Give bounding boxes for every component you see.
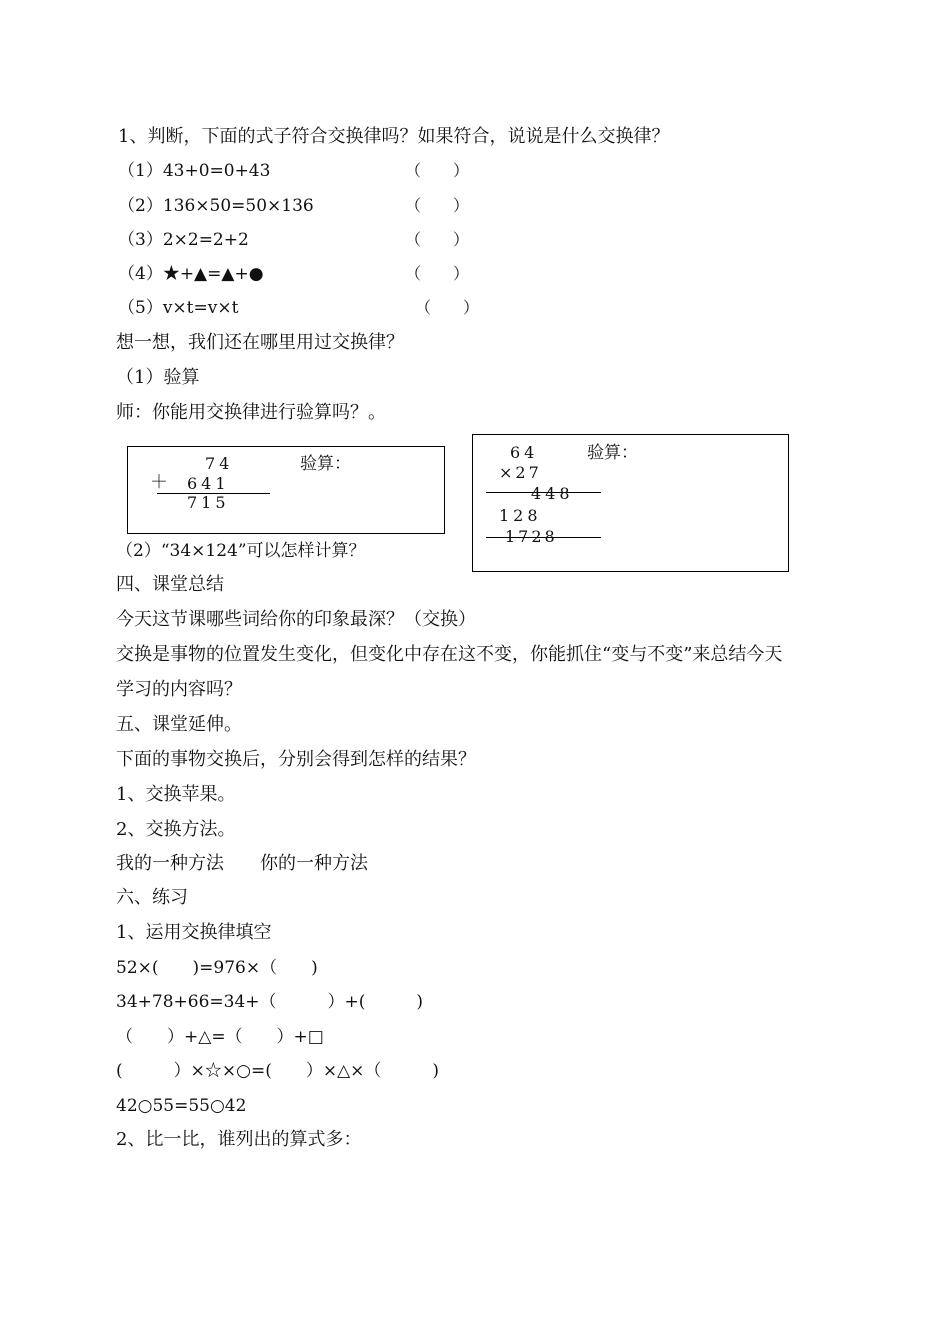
partial-product-1: 448 <box>531 484 574 503</box>
think-line: 想一想，我们还在哪里用过交换律？ <box>116 332 404 353</box>
summary-paragraph-line-2: 学习的内容吗？ <box>116 679 242 700</box>
multiplier: ×27 <box>499 463 542 482</box>
q1-answer-5[interactable]: （ ） <box>415 298 480 317</box>
extension-question: 下面的事物交换后，分别会得到怎样的结果？ <box>116 749 476 770</box>
summary-question: 今天这节课哪些词给你的印象最深？（交换） <box>116 609 476 630</box>
exercise-2-title: 2、比一比，谁列出的算式多： <box>116 1129 362 1150</box>
q1-item-1: （1）43+0=0+43 <box>118 161 271 181</box>
q1-answer-2[interactable]: （ ） <box>405 196 470 215</box>
q1-item-3: （3）2×2=2+2 <box>118 230 249 250</box>
q1-answer-4[interactable]: （ ） <box>405 264 470 283</box>
extension-methods: 我的一种方法 你的一种方法 <box>116 853 368 874</box>
check-1-heading: （1）验算 <box>116 367 200 388</box>
multiplication-check-label: 验算： <box>587 443 638 463</box>
q1-answer-1[interactable]: （ ） <box>405 161 470 180</box>
exercise-1-line-4[interactable]: ( ）×☆×○=( ）×△×（ ) <box>116 1061 440 1081</box>
section-4-title: 四、课堂总结 <box>116 574 224 595</box>
q1-item-4: （4）★+▲=▲+● <box>118 264 264 284</box>
addend-2: 641 <box>187 474 230 493</box>
q1-item-2: （2）136×50=50×136 <box>118 196 314 216</box>
multiplicand: 64 <box>510 443 539 462</box>
multiplication-result: 1728 <box>505 527 558 546</box>
partial-product-2: 128 <box>499 506 542 525</box>
extension-item-1: 1、交换苹果。 <box>116 784 236 805</box>
exercise-1-line-2[interactable]: 34+78+66=34+（ ）+( ) <box>116 992 424 1012</box>
summary-paragraph-line-1: 交换是事物的位置发生变化，但变化中存在这不变，你能抓住“变与不变”来总结今天 <box>116 644 783 665</box>
section-5-title: 五、课堂延伸。 <box>116 714 242 735</box>
exercise-1-line-1[interactable]: 52×( )=976×（ ) <box>116 958 318 978</box>
exercise-1-line-5[interactable]: 42○55=55○42 <box>116 1096 247 1116</box>
extension-item-2: 2、交换方法。 <box>116 819 236 840</box>
exercise-1-line-3[interactable]: （ ）+△=（ ）+□ <box>116 1027 324 1047</box>
addition-check-label: 验算： <box>300 454 351 474</box>
q1-answer-3[interactable]: （ ） <box>405 230 470 249</box>
addition-check-box <box>127 446 445 534</box>
exercise-1-title: 1、运用交换律填空 <box>116 922 272 943</box>
addition-result: 715 <box>187 493 230 512</box>
q1-item-5: （5）v×t=v×t <box>118 298 239 318</box>
teacher-question: 师：你能用交换律进行验算吗？。 <box>116 402 386 423</box>
plus-sign: ＋ <box>150 472 172 493</box>
check-2-heading: （2）“34×124”可以怎样计算？ <box>116 541 366 561</box>
q1-title: 1、判断，下面的式子符合交换律吗？如果符合，说说是什么交换律？ <box>118 126 670 147</box>
addend-1: 74 <box>205 454 234 473</box>
section-6-title: 六、练习 <box>116 887 188 908</box>
